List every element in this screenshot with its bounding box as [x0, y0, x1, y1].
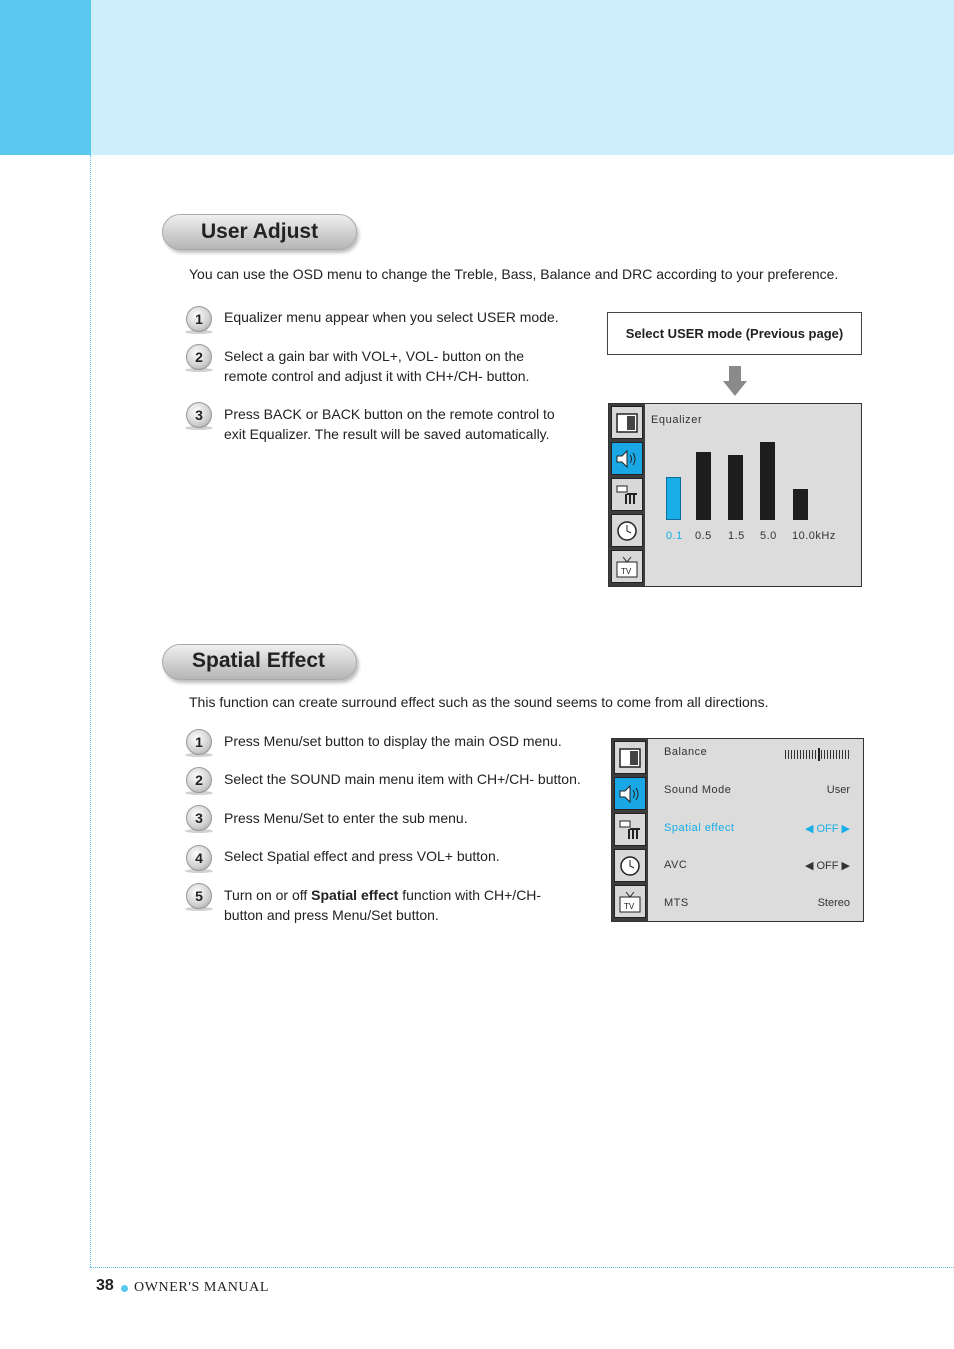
step-number-5: 5 [186, 883, 212, 909]
page-number: 38 [96, 1277, 114, 1294]
svg-text:TV: TV [624, 901, 635, 911]
spatial-effect-title: Spatial Effect [192, 649, 326, 672]
footer-label: OWNER'S MANUAL [134, 1280, 269, 1295]
step-number-2: 2 [186, 767, 212, 793]
eq-band-label: 1.5 [728, 530, 745, 542]
clock-icon[interactable] [614, 849, 646, 882]
balance-center-marker [818, 748, 820, 761]
header-banner [91, 0, 954, 155]
step-number-2: 2 [186, 344, 212, 370]
menu-item-spatial-effect[interactable]: Spatial effect [664, 822, 735, 834]
equalizer-osd-panel [608, 403, 862, 587]
user-adjust-title: User Adjust [201, 220, 319, 243]
eq-band-label: 0.5 [695, 530, 712, 542]
eq-bar-2[interactable] [696, 452, 711, 520]
spatial-step-5 [224, 886, 554, 925]
spatial-step-4: Select Spatial effect and press VOL+ button. [224, 848, 500, 864]
user-adjust-step-2: Select a gain bar with VOL+, VOL- button on the remote control and adjust it with CH+/CH- button. [224, 348, 530, 384]
tv-icon[interactable] [614, 885, 646, 918]
spatial-effect-intro: This function can create surround effect such as the sound seems to come from all directions. [189, 694, 769, 710]
equalizer-title: Equalizer [651, 414, 703, 426]
eq-bar-1[interactable] [666, 477, 681, 520]
step-number-1: 1 [186, 306, 212, 332]
menu-item-mts[interactable]: MTS [664, 897, 689, 909]
eq-band-label: 0.1 [666, 530, 683, 542]
mts-value: Stereo [817, 897, 850, 909]
user-adjust-step-3: Press BACK or BACK button on the remote control to exit Equalizer. The result will be saved automatically. [224, 406, 555, 442]
step-5-text-start: Turn on or off [224, 887, 312, 903]
setup-icon[interactable] [614, 813, 646, 846]
menu-item-balance[interactable]: Balance [664, 746, 708, 758]
header-accent-block [0, 0, 91, 155]
svg-text:TV: TV [621, 566, 632, 576]
arrow-down-icon [723, 366, 747, 396]
setup-icon[interactable] [611, 478, 643, 511]
left-margin-rule [90, 155, 91, 1267]
menu-item-avc[interactable]: AVC [664, 859, 688, 871]
sound-icon[interactable] [614, 777, 646, 810]
picture-icon[interactable] [614, 741, 646, 774]
menu-item-sound-mode[interactable]: Sound Mode [664, 784, 732, 796]
eq-band-label: 5.0 [760, 530, 777, 542]
user-adjust-step-1: Equalizer menu appear when you select USER mode. [224, 309, 559, 325]
sound-mode-value: User [826, 784, 850, 796]
user-adjust-intro: You can use the OSD menu to change the Treble, Bass, Balance and DRC according to your preference. [189, 266, 839, 282]
clock-icon[interactable] [611, 514, 643, 547]
spatial-step-1: Press Menu/set button to display the main OSD menu. [224, 733, 562, 749]
eq-band-label: 10.0kHz [792, 530, 836, 542]
step-number-3: 3 [186, 805, 212, 831]
select-user-mode-callout: Select USER mode (Previous page) [607, 312, 862, 355]
spatial-effect-value[interactable]: ◀ OFF ▶ [804, 823, 850, 835]
osd-icon-column [609, 404, 645, 586]
eq-bar-4[interactable] [760, 442, 775, 520]
eq-bar-5[interactable] [793, 489, 808, 520]
picture-icon[interactable] [611, 406, 643, 439]
avc-value[interactable]: ◀ OFF ▶ [804, 860, 850, 872]
spatial-step-3: Press Menu/Set to enter the sub menu. [224, 810, 468, 826]
spatial-effect-term: Spatial effect [311, 887, 399, 903]
osd-icon-column [612, 739, 648, 921]
step-number-1: 1 [186, 729, 212, 755]
step-number-3: 3 [186, 402, 212, 428]
sound-osd-panel [611, 738, 864, 922]
footer-rule [90, 1267, 954, 1268]
tv-icon[interactable] [611, 550, 643, 583]
spatial-step-2: Select the SOUND main menu item with CH+/CH- button. [224, 771, 581, 787]
sound-icon[interactable] [611, 442, 643, 475]
step-number-4: 4 [186, 845, 212, 871]
bullet-dot-icon [121, 1285, 128, 1292]
step-5-text-end: function with CH+/CH- button and press Menu/Set button. [224, 887, 542, 923]
eq-bar-3[interactable] [728, 455, 743, 520]
